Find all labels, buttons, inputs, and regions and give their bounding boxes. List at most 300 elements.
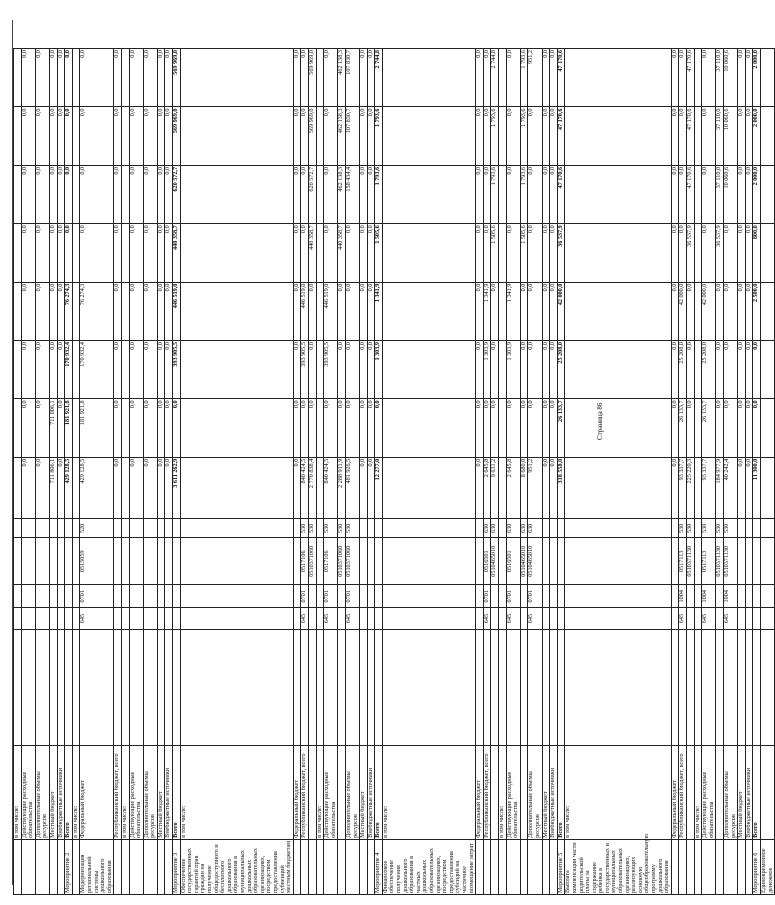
value-cell: 0,0 — [738, 282, 746, 340]
spacer-cell — [483, 629, 491, 746]
value-cell — [565, 457, 672, 519]
grbs-cell — [745, 608, 753, 629]
value-cell: 0,0 — [293, 107, 301, 165]
grbs-cell — [180, 608, 293, 629]
value-cell: 0,0 — [738, 107, 746, 165]
spacer-cell — [21, 629, 35, 746]
value-cell: 1 505,6 — [520, 224, 528, 282]
value-cell: 0,0 — [716, 340, 724, 398]
value-cell — [498, 107, 506, 165]
rzpr-cell: 0701 — [324, 585, 338, 608]
value-cell — [498, 340, 506, 398]
value-cell — [760, 457, 774, 519]
value-cell: 0,0 — [80, 49, 114, 107]
grbs-cell — [308, 608, 316, 629]
vr-cell: 630 — [528, 519, 542, 538]
value-cell: 0,0 — [476, 282, 484, 340]
value-cell: 2 000,0 — [753, 49, 761, 107]
measure-cell — [121, 839, 129, 894]
value-cell: 1 341,9 — [483, 282, 491, 340]
name-cell: Всего — [753, 746, 761, 839]
name-cell: Местный бюджет — [157, 746, 165, 839]
value-cell: 429 128,5 — [80, 457, 114, 519]
measure-cell — [360, 839, 368, 894]
measure-cell — [694, 839, 702, 894]
value-cell: 0,0 — [143, 107, 157, 165]
value-cell: 0,0 — [345, 399, 359, 457]
vr-cell — [367, 519, 375, 538]
spacer-cell — [702, 629, 716, 746]
value-cell: 0,0 — [542, 107, 550, 165]
value-cell: 0,0 — [114, 107, 122, 165]
value-cell: 0,0 — [308, 340, 316, 398]
value-cell: 0,0 — [679, 107, 687, 165]
csr-cell — [745, 538, 753, 585]
value-cell: 620 572,7 — [308, 165, 316, 223]
name-cell: Действующие расходные обязательства — [324, 746, 338, 839]
value-cell — [121, 224, 129, 282]
value-cell: 47 170,6 — [557, 107, 565, 165]
name-cell: Республиканский бюджет, всего — [679, 746, 687, 839]
value-cell: 10 060,6 — [723, 165, 737, 223]
spacer-cell — [679, 629, 687, 746]
vr-cell: 530 — [308, 519, 316, 538]
value-cell: 0,0 — [360, 107, 368, 165]
value-cell — [180, 399, 293, 457]
csr-cell — [760, 538, 774, 585]
grbs-cell: 645 — [506, 608, 520, 629]
name-cell: в том числе: — [180, 746, 293, 839]
value-cell: 2 500,0 — [753, 282, 761, 340]
vr-cell — [57, 519, 65, 538]
vr-cell: 520 — [80, 519, 114, 538]
value-cell: 0,0 — [157, 282, 165, 340]
name-cell: Республиканский бюджет, всего — [301, 746, 309, 839]
value-cell: 0,0 — [542, 399, 550, 457]
measure-cell — [308, 839, 316, 894]
spacer-cell — [301, 629, 309, 746]
value-cell — [382, 282, 475, 340]
value-cell: 37 110,0 — [716, 107, 724, 165]
measure-cell — [21, 839, 35, 894]
value-cell — [565, 282, 672, 340]
rzpr-cell — [498, 585, 506, 608]
value-cell: 0,0 — [360, 165, 368, 223]
value-cell: 37 110,0 — [716, 165, 724, 223]
grbs-cell — [760, 608, 774, 629]
value-cell: 0,0 — [338, 282, 346, 340]
table-row — [760, 49, 774, 895]
name-cell: Всего — [65, 746, 73, 839]
value-cell: 0,0 — [301, 49, 309, 107]
value-cell: 0,0 — [745, 340, 753, 398]
value-cell: 0,0 — [114, 165, 122, 223]
vr-cell: 530 — [687, 519, 695, 538]
grbs-cell — [687, 608, 695, 629]
vr-cell — [21, 519, 35, 538]
name-cell: Внебюджетные источники — [57, 746, 65, 839]
name-cell: Действующие расходные обязательства — [129, 746, 143, 839]
csr-cell: 0510465010 — [491, 538, 499, 585]
value-cell: 0,0 — [35, 107, 49, 165]
value-cell: 181 921,8 — [65, 399, 73, 457]
value-cell: 0,0 — [21, 340, 35, 398]
spacer-cell — [760, 629, 774, 746]
rzpr-cell: 0701 — [301, 585, 309, 608]
value-cell: 0,0 — [21, 107, 35, 165]
value-cell: 0,0 — [528, 224, 542, 282]
value-cell: 10 060,6 — [723, 49, 737, 107]
value-cell: 0,0 — [65, 107, 73, 165]
rzpr-cell — [173, 585, 181, 608]
value-cell: 0,0 — [157, 224, 165, 282]
value-cell: 393 905,5 — [301, 340, 309, 398]
value-cell: 0,0 — [293, 340, 301, 398]
grbs-cell: 645 — [679, 608, 687, 629]
grbs-cell — [129, 608, 143, 629]
name-cell: Дополнительные объемы ресурсов — [143, 746, 157, 839]
value-cell: 0,0 — [745, 224, 753, 282]
value-cell — [14, 107, 22, 165]
csr-cell — [180, 538, 293, 585]
spacer-cell — [165, 629, 173, 746]
value-cell: 1 793,6 — [520, 165, 528, 223]
measure-cell — [301, 839, 309, 894]
value-cell: 429 128,5 — [65, 457, 73, 519]
vr-cell — [498, 519, 506, 538]
table-row — [723, 49, 737, 895]
rzpr-cell — [49, 585, 57, 608]
csr-cell: 0516501 — [483, 538, 491, 585]
value-cell: 440 358,7 — [308, 224, 316, 282]
value-cell: 0,0 — [671, 457, 679, 519]
value-cell: 0,0 — [165, 340, 173, 398]
page-number: Страница 86 — [596, 402, 604, 440]
value-cell: 0,0 — [367, 282, 375, 340]
value-cell: 0,0 — [57, 340, 65, 398]
csr-cell — [550, 538, 558, 585]
csr-cell — [738, 538, 746, 585]
spacer-cell — [476, 629, 484, 746]
spacer-cell — [375, 629, 383, 746]
rzpr-cell: 0701 — [345, 585, 359, 608]
grbs-cell: 645 — [528, 608, 542, 629]
value-cell: 0,0 — [367, 340, 375, 398]
vr-cell — [180, 519, 293, 538]
csr-cell — [565, 538, 672, 585]
vr-cell: 630 — [520, 519, 528, 538]
grbs-cell — [173, 608, 181, 629]
csr-cell — [129, 538, 143, 585]
name-cell: в том числе: — [382, 746, 475, 839]
table-row — [491, 49, 499, 895]
measure-cell — [129, 839, 143, 894]
name-cell: Федеральный бюджет — [671, 746, 679, 839]
value-cell: 0,0 — [324, 399, 338, 457]
grbs-cell — [49, 608, 57, 629]
value-cell: 0,0 — [129, 224, 143, 282]
value-cell — [565, 107, 672, 165]
csr-cell — [121, 538, 129, 585]
value-cell: 0,0 — [21, 165, 35, 223]
vr-cell — [49, 519, 57, 538]
measure-cell: Финансовое обеспечение получения дошкольного образования в частных дошкольных образовательных организациях, посредством предоставления субсидий на частичное возмещение затрат — [382, 839, 475, 894]
value-cell: 481 926,5 — [345, 457, 359, 519]
csr-cell: 0510371060 — [308, 538, 316, 585]
measure-cell — [157, 839, 165, 894]
value-cell: 0,0 — [345, 224, 359, 282]
vr-cell — [565, 519, 672, 538]
value-cell: 0,0 — [49, 224, 57, 282]
spacer-cell — [308, 629, 316, 746]
measure-cell — [114, 839, 122, 894]
value-cell: 0,0 — [550, 49, 558, 107]
vr-cell — [165, 519, 173, 538]
value-cell: 0,0 — [483, 399, 491, 457]
value-cell: 1 793,6 — [375, 165, 383, 223]
value-cell: 170 932,4 — [65, 340, 73, 398]
grbs-cell: 645 — [324, 608, 338, 629]
value-cell — [498, 399, 506, 457]
csr-cell — [375, 538, 383, 585]
value-cell: 462 138,3 — [338, 49, 346, 107]
csr-cell: 0516501 — [506, 538, 520, 585]
value-cell — [180, 224, 293, 282]
grbs-cell: 645 — [301, 608, 309, 629]
measure-cell — [35, 839, 49, 894]
measure-cell — [476, 839, 484, 894]
value-cell: 36 537,9 — [687, 224, 695, 282]
value-cell: 0,0 — [143, 340, 157, 398]
value-cell: 0,0 — [550, 107, 558, 165]
value-cell: 0,0 — [293, 49, 301, 107]
value-cell — [565, 224, 672, 282]
name-cell: в том числе: — [498, 746, 506, 839]
value-cell: 0,0 — [738, 49, 746, 107]
spacer-cell — [80, 629, 114, 746]
csr-cell: 0517113 — [679, 538, 687, 585]
value-cell: 0,0 — [723, 399, 737, 457]
value-cell: 0,0 — [671, 165, 679, 223]
value-cell: 0,0 — [57, 107, 65, 165]
vr-cell — [173, 519, 181, 538]
measure-cell — [324, 839, 338, 894]
spacer-cell — [557, 629, 565, 746]
value-cell: 11 300,0 — [753, 457, 761, 519]
value-cell: 0,0 — [165, 399, 173, 457]
value-cell: 2 645,8 — [506, 457, 520, 519]
spacer-cell — [324, 629, 338, 746]
value-cell: 0,0 — [35, 49, 49, 107]
value-cell: 0,0 — [35, 282, 49, 340]
value-cell: 0,0 — [293, 399, 301, 457]
spacer-cell — [157, 629, 165, 746]
spacer-cell — [687, 629, 695, 746]
rzpr-cell — [738, 585, 746, 608]
csr-cell: 0510371130 — [716, 538, 724, 585]
value-cell: 0,0 — [114, 282, 122, 340]
value-cell: 0,0 — [716, 399, 724, 457]
spacer-cell — [738, 629, 746, 746]
value-cell — [14, 49, 22, 107]
value-cell: 0,0 — [35, 165, 49, 223]
csr-cell — [165, 538, 173, 585]
spacer-cell — [550, 629, 558, 746]
value-cell — [760, 224, 774, 282]
csr-cell — [382, 538, 475, 585]
value-cell: 36 537,9 — [716, 224, 724, 282]
value-cell: 47 170,6 — [557, 49, 565, 107]
vr-cell — [738, 519, 746, 538]
value-cell: 2 000,0 — [753, 107, 761, 165]
value-cell: 0,0 — [506, 165, 520, 223]
spacer-cell — [367, 629, 375, 746]
value-cell: 25 208,0 — [702, 340, 716, 398]
csr-cell — [14, 538, 22, 585]
measure-cell — [520, 839, 528, 894]
csr-cell: 0517106 — [324, 538, 338, 585]
value-cell: 0,0 — [173, 399, 181, 457]
value-cell: 0,0 — [129, 399, 143, 457]
value-cell — [498, 224, 506, 282]
value-cell: 0,0 — [702, 49, 716, 107]
grbs-cell — [738, 608, 746, 629]
csr-cell — [49, 538, 57, 585]
measure-cell — [679, 839, 687, 894]
rzpr-cell — [308, 585, 316, 608]
value-cell: 225 220,3 — [687, 457, 695, 519]
value-cell: 0,0 — [49, 282, 57, 340]
value-cell: 2 000,0 — [753, 165, 761, 223]
csr-cell: 0510465010 — [520, 538, 528, 585]
vr-cell — [745, 519, 753, 538]
csr-cell — [21, 538, 35, 585]
spacer-cell — [491, 629, 499, 746]
value-cell: 0,0 — [114, 399, 122, 457]
rzpr-cell — [165, 585, 173, 608]
name-cell: Федеральный бюджет — [476, 746, 484, 839]
value-cell: 42 000,0 — [679, 282, 687, 340]
value-cell: 393 905,5 — [324, 340, 338, 398]
spacer-cell — [753, 629, 761, 746]
value-cell — [121, 107, 129, 165]
name-cell — [760, 746, 774, 839]
value-cell: 951,2 — [528, 49, 542, 107]
value-cell: 0,0 — [745, 282, 753, 340]
value-cell: 0,0 — [129, 107, 143, 165]
value-cell — [760, 340, 774, 398]
rzpr-cell — [121, 585, 129, 608]
spacer-cell — [382, 629, 475, 746]
measure-cell — [738, 839, 746, 894]
value-cell: 0,0 — [35, 340, 49, 398]
table-row — [308, 49, 316, 895]
value-cell — [180, 107, 293, 165]
value-cell: 0,0 — [324, 49, 338, 107]
table-row — [565, 49, 672, 895]
table-row — [702, 49, 716, 895]
spacer-cell — [360, 629, 368, 746]
value-cell: 0,0 — [491, 282, 499, 340]
csr-cell — [557, 538, 565, 585]
value-cell: 0,0 — [679, 224, 687, 282]
value-cell: 0,0 — [520, 399, 528, 457]
value-cell: 0,0 — [21, 282, 35, 340]
value-cell: 0,0 — [57, 49, 65, 107]
name-cell: Всего — [375, 746, 383, 839]
value-cell: 446 519,0 — [173, 282, 181, 340]
rzpr-cell — [687, 585, 695, 608]
name-cell: Внебюджетные источники — [550, 746, 558, 839]
table-row — [173, 49, 181, 895]
value-cell — [121, 399, 129, 457]
value-cell: 0,0 — [476, 399, 484, 457]
value-cell: 2 645,8 — [483, 457, 491, 519]
value-cell: 620 572,7 — [173, 165, 181, 223]
value-cell: 0,0 — [367, 399, 375, 457]
measure-cell — [14, 839, 22, 894]
value-cell: 0,0 — [21, 224, 35, 282]
measure-cell — [506, 839, 520, 894]
vr-cell — [360, 519, 368, 538]
vr-cell: 530 — [324, 519, 338, 538]
name-cell: Федеральный бюджет — [293, 746, 301, 839]
value-cell: 446 519,0 — [301, 282, 309, 340]
value-cell: 0,0 — [338, 399, 346, 457]
value-cell: 2 770 838,4 — [308, 457, 316, 519]
grbs-cell — [57, 608, 65, 629]
csr-cell — [498, 538, 506, 585]
value-cell: 0,0 — [143, 165, 157, 223]
measure-cell — [345, 839, 359, 894]
rzpr-cell — [557, 585, 565, 608]
value-cell: 0,0 — [550, 457, 558, 519]
value-cell — [382, 107, 475, 165]
table-row — [129, 49, 143, 895]
value-cell: 0,0 — [157, 165, 165, 223]
rzpr-cell — [565, 585, 672, 608]
name-cell: Действующие расходные обязательства — [506, 746, 520, 839]
vr-cell — [550, 519, 558, 538]
value-cell: 0,0 — [157, 49, 165, 107]
value-cell: 76 274,3 — [80, 282, 114, 340]
rzpr-cell: 1004 — [702, 585, 716, 608]
value-cell: 0,0 — [671, 107, 679, 165]
table-row — [80, 49, 114, 895]
value-cell: 0,0 — [542, 165, 550, 223]
name-cell: Дополнительные объемы ресурсов — [35, 746, 49, 839]
value-cell — [565, 49, 672, 107]
value-cell: 170 932,4 — [80, 340, 114, 398]
page-footer — [588, 0, 618, 905]
value-cell — [382, 49, 475, 107]
vr-cell: 530 — [338, 519, 346, 538]
value-cell: 93 337,7 — [702, 457, 716, 519]
rzpr-cell — [760, 585, 774, 608]
rzpr-cell: 0701 — [483, 585, 491, 608]
measure-cell — [491, 839, 499, 894]
value-cell: 0,0 — [301, 224, 309, 282]
value-cell — [498, 49, 506, 107]
value-cell: 2 744,8 — [375, 49, 383, 107]
value-cell: 0,0 — [506, 49, 520, 107]
grbs-cell — [491, 608, 499, 629]
csr-cell — [157, 538, 165, 585]
value-cell: 0,0 — [143, 399, 157, 457]
value-cell: 0,0 — [671, 340, 679, 398]
value-cell: 0,0 — [550, 340, 558, 398]
measure-cell: Мероприятие 2 — [65, 839, 73, 894]
